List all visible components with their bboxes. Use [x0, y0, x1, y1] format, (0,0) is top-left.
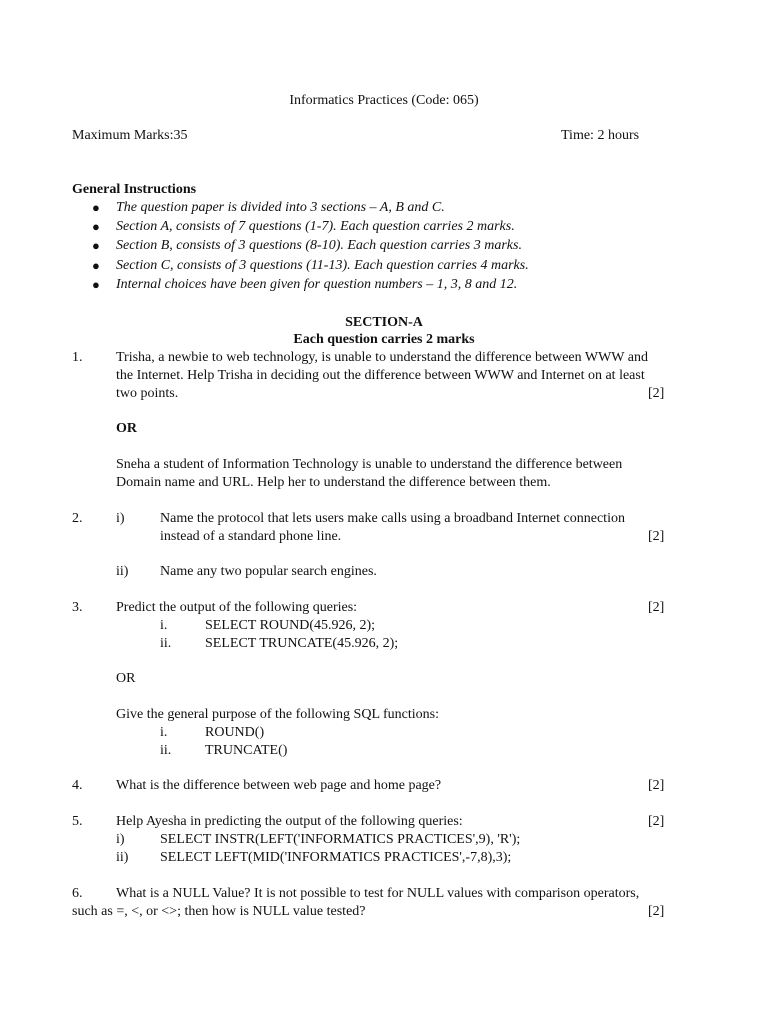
instruction-item: Section A, consists of 7 questions (1-7). Each question carries 2 marks.	[116, 219, 515, 234]
item-label: ii.	[160, 636, 172, 651]
marks-label: [2]	[648, 386, 665, 401]
question-line: Domain name and URL. Help her to understand the difference between them.	[116, 475, 551, 490]
question-number: 4.	[72, 778, 83, 793]
marks-label: [2]	[648, 904, 665, 919]
item-label: i.	[160, 725, 168, 740]
question-number: 3.	[72, 600, 83, 615]
bullet-icon: ●	[92, 200, 100, 215]
bullet-icon: ●	[92, 258, 100, 273]
instructions-heading: General Instructions	[72, 182, 197, 197]
query-text: SELECT INSTR(LEFT('INFORMATICS PRACTICES',9), 'R');	[160, 832, 521, 847]
part-label: i)	[116, 511, 125, 526]
function-name: ROUND()	[205, 725, 265, 740]
question-line: What is a NULL Value? It is not possible to test for NULL values with comparison operators,	[116, 886, 640, 901]
question-line: Predict the output of the following queries:	[116, 600, 358, 615]
question-line: the Internet. Help Trisha in deciding out the difference between WWW and Internet on at least	[116, 368, 645, 383]
question-number: 1.	[72, 350, 83, 365]
question-line: instead of a standard phone line.	[160, 529, 342, 544]
section-title: SECTION-A	[345, 315, 423, 330]
question-number: 2.	[72, 511, 83, 526]
item-label: ii)	[116, 850, 129, 865]
instruction-item: Section B, consists of 3 questions (8-10). Each question carries 3 marks.	[116, 238, 522, 253]
marks-label: [2]	[648, 778, 665, 793]
instruction-item: Internal choices have been given for question numbers – 1, 3, 8 and 12.	[116, 277, 518, 292]
question-line: Name any two popular search engines.	[160, 564, 377, 579]
item-label: i.	[160, 618, 168, 633]
instruction-item: Section C, consists of 3 questions (11-13). Each question carries 4 marks.	[116, 258, 529, 273]
question-line: Give the general purpose of the following SQL functions:	[116, 707, 439, 722]
question-line: Help Ayesha in predicting the output of the following queries:	[116, 814, 463, 829]
marks-label: [2]	[648, 529, 665, 544]
bullet-icon: ●	[92, 238, 100, 253]
query-text: SELECT ROUND(45.926, 2);	[205, 618, 376, 633]
marks-label: [2]	[648, 600, 665, 615]
marks-label: [2]	[648, 814, 665, 829]
question-line: two points.	[116, 386, 179, 401]
query-text: SELECT TRUNCATE(45.926, 2);	[205, 636, 399, 651]
time-allowed: Time: 2 hours	[561, 128, 640, 143]
item-label: ii.	[160, 743, 172, 758]
part-label: ii)	[116, 564, 129, 579]
question-line: Sneha a student of Information Technology is unable to understand the difference between	[116, 457, 623, 472]
or-separator: OR	[116, 671, 136, 686]
question-number: 5.	[72, 814, 83, 829]
question-line: such as =, <, or <>; then how is NULL value tested?	[72, 904, 366, 919]
section-subtitle: Each question carries 2 marks	[293, 332, 475, 347]
maximum-marks: Maximum Marks:35	[72, 128, 188, 143]
paper-title: Informatics Practices (Code: 065)	[289, 93, 479, 108]
question-number: 6.	[72, 886, 83, 901]
function-name: TRUNCATE()	[205, 743, 288, 758]
bullet-icon: ●	[92, 277, 100, 292]
or-separator: OR	[116, 421, 137, 436]
bullet-icon: ●	[92, 219, 100, 234]
query-text: SELECT LEFT(MID('INFORMATICS PRACTICES',-7,8),3);	[160, 850, 512, 865]
instruction-item: The question paper is divided into 3 sections – A, B and C.	[116, 200, 445, 215]
item-label: i)	[116, 832, 125, 847]
question-line: What is the difference between web page and home page?	[116, 778, 442, 793]
question-line: Name the protocol that lets users make calls using a broadband Internet connection	[160, 511, 625, 526]
question-line: Trisha, a newbie to web technology, is unable to understand the difference between WWW and	[116, 350, 648, 365]
